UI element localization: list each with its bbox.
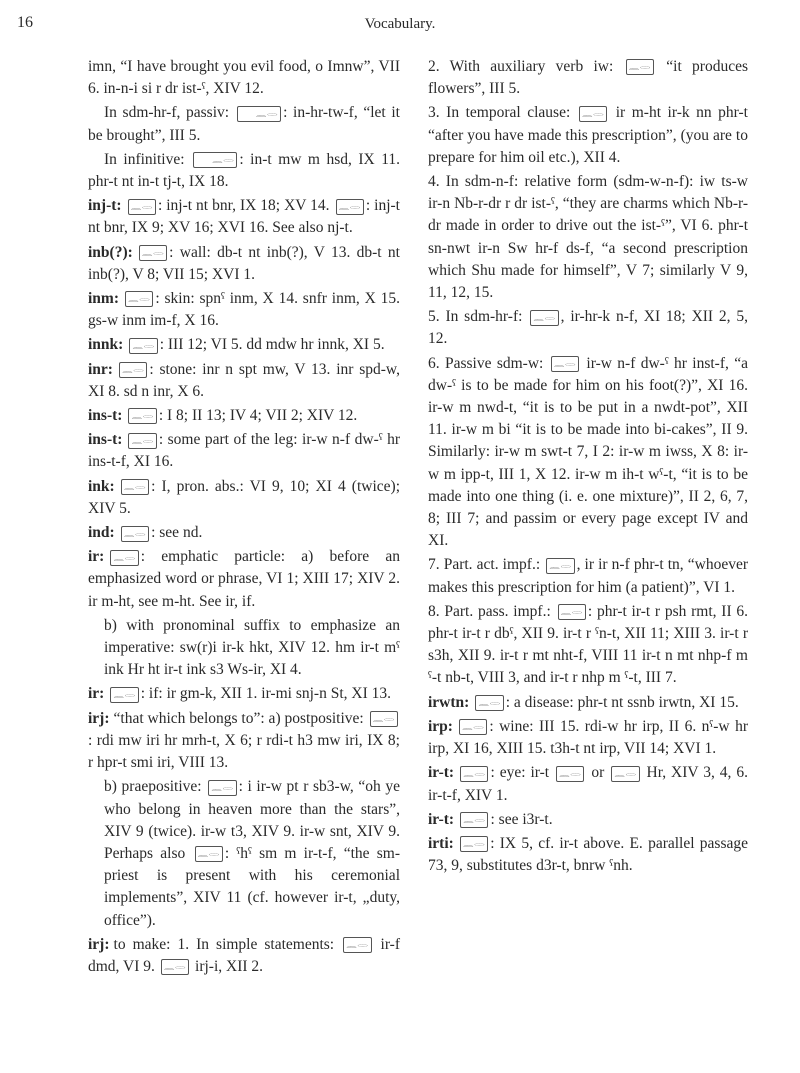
entry-headword: inm: — [88, 290, 119, 308]
entry-text: 8. Part. pass. impf.: — [428, 602, 556, 620]
entry-text: , ir-hr-k n-f, XI 18; XII 2, 5, 12. — [428, 308, 748, 348]
entry-text: : in-t mw m hsd, IX 11. phr-t nt in-t tj-t, IX 18. — [88, 150, 400, 191]
entry-text: : I, pron. abs.: VI 9, 10; XI 4 (twice); XIV 5. — [88, 477, 400, 517]
hieroglyph-group-icon: 𓈖𓂋 — [558, 604, 586, 620]
dictionary-entry — [428, 692, 748, 714]
entry-text: 7. Part. act. impf.: — [428, 556, 545, 574]
dictionary-entry — [88, 149, 400, 193]
hieroglyph-group-icon: 𓈖𓂋 — [579, 106, 607, 122]
hieroglyph-group-icon: 𓈖𓂋 — [370, 711, 398, 727]
hieroglyph-group-icon: 𓈖𓂋 — [128, 408, 156, 424]
dictionary-entry — [428, 762, 748, 806]
entry-headword: ir: — [88, 548, 105, 566]
hieroglyph-group-icon: 𓈖𓂋 — [475, 695, 503, 711]
hieroglyph-group-icon: 𓈖𓂋 — [125, 291, 153, 307]
dictionary-entry — [88, 615, 400, 682]
entry-text: imn, “I have brought you evil food, o Imnw”, VII 6. in-n-i si r dr ist-ˁ, XIV 12. — [88, 58, 400, 98]
hieroglyph-group-icon: 𓈖𓂋 — [128, 199, 156, 215]
hieroglyph-group-icon: 𓈖𓂋 — [551, 356, 579, 372]
hieroglyph-group-icon: 𓈖𓂋 — [460, 836, 488, 852]
left-column — [88, 56, 400, 980]
entry-text: In sdm-hr-f, passiv: — [104, 104, 235, 122]
hieroglyph-group-icon: 𓈖𓂋 — [121, 479, 149, 495]
dictionary-entry — [88, 476, 400, 520]
hieroglyph-group-icon: 𓈖𓂋 — [128, 433, 156, 449]
dictionary-entry — [88, 776, 400, 931]
entry-text: b) with pronominal suffix to emphasize an imperative: sw(r)i ir-k hkt, XIV 12. hm ir-t mˁ ink Hr ht ir-t ink s3 Ws-ir, XI 4. — [104, 616, 400, 679]
dictionary-entry — [428, 716, 748, 760]
entry-text: : a disease: phr-t nt ssnb irwtn, XI 15. — [505, 693, 739, 711]
entry-headword: irwtn: — [428, 693, 470, 711]
entry-headword: ins-t: — [88, 431, 123, 449]
entry-text: , ir ir n-f phr-t tn, “whoever makes this prescription for him (a patient)”, VI 1. — [428, 556, 748, 596]
entry-text: : some part of the leg: ir-w n-f dw-ˁ hr ins-t-f, XI 16. — [88, 431, 400, 471]
entry-text: : inj-t nt bnr, IX 18; XV 14. — [157, 197, 334, 215]
entry-headword: inr: — [88, 360, 113, 378]
dictionary-entry — [88, 56, 400, 100]
entry-text: 6. Passive sdm-w: — [428, 354, 549, 372]
dictionary-entry — [428, 306, 748, 350]
hieroglyph-group-icon: 𓈖𓂋 — [460, 812, 488, 828]
entry-text: : phr-t ir-t r psh rmt, II 6. phr-t ir-t r dbˁ, XII 9. ir-t r ˁn-t, XII 11; XIII 3. ir-t r s3h, XII 9. ir-t r mt nht-f, VIII 11 ir-t n mt nhp-f m ˁ-t nb-t, VIII 3, and ir-t r nhp m ˁ-t, III 7. — [428, 602, 748, 687]
entry-text: : see nd. — [151, 524, 203, 542]
hieroglyph-group-icon: 𓈖𓂋 — [193, 152, 237, 168]
entry-text: : if: ir gm-k, XII 1. ir-mi snj-n St, XI 13. — [140, 685, 391, 703]
dictionary-entry — [428, 554, 748, 598]
entry-text: In infinitive: — [104, 150, 192, 168]
entry-text: : see i3r-t. — [490, 810, 553, 828]
entry-headword: irj: — [88, 709, 110, 727]
entry-headword: ir-t: — [428, 810, 455, 828]
dictionary-entry — [428, 102, 748, 169]
entry-headword: ind: — [88, 524, 115, 542]
entry-text: ir-f dmd, VI 9. — [88, 935, 401, 975]
dictionary-entry — [428, 601, 748, 690]
hieroglyph-group-icon: 𓈖𓂋 — [611, 766, 639, 782]
entry-headword: ir: — [88, 685, 105, 703]
dictionary-entry — [88, 242, 400, 286]
hieroglyph-group-icon: 𓈖𓂋 — [119, 362, 147, 378]
hieroglyph-group-icon: 𓈖𓂋 — [208, 780, 236, 796]
entry-text: Hr, XIV 3, 4, 6. ir-t-f, XIV 1. — [428, 764, 748, 804]
entry-text: “it produces flowers”, III 5. — [428, 58, 749, 98]
entry-text: : ˁhˁ sm m ir-t-f, “the sm-priest is present with his ceremonial implements”, XIV 11 (cf. however ir-t, „duty, office”). — [104, 844, 401, 929]
hieroglyph-group-icon: 𓈖𓂋 — [139, 245, 167, 261]
entry-headword: ink: — [88, 477, 115, 495]
hieroglyph-group-icon: 𓈖𓂋 — [237, 106, 281, 122]
hieroglyph-group-icon: 𓈖𓂋 — [129, 338, 157, 354]
hieroglyph-group-icon: 𓈖𓂋 — [530, 310, 558, 326]
entry-text: : wine: III 15. rdi-w hr irp, II 6. nˁ-w hr irp, XI 16, XIII 15. t3h-t nt irp, VII 14; XVI 1. — [428, 717, 748, 758]
entry-text: 5. In sdm-hr-f: — [428, 308, 529, 326]
entry-headword: irti: — [428, 834, 454, 852]
dictionary-entry — [88, 195, 400, 239]
hieroglyph-group-icon: 𓈖𓂋 — [110, 687, 138, 703]
hieroglyph-group-icon: 𓈖𓂋 — [626, 59, 654, 75]
entry-text: 4. In sdm-n-f: relative form (sdm-w-n-f): iw ts-w ir-n Nb-r-dr r dr ist-ˁ, “they are charms which Nb-r-dr made in order to drive out the ist-ˁ”, VI 6. phr-t sn-nwt ir-n Sw hr-f ds-f, “a second prescription which Shu made for himself”, V 7; similarly V 9, 11, 12, 15. — [428, 173, 748, 302]
entry-text: 3. In temporal clause: — [428, 104, 577, 122]
dictionary-entry — [88, 429, 400, 473]
dictionary-entry — [88, 934, 400, 978]
entry-text: “that which belongs to”: a) postpositive: — [113, 709, 368, 727]
hieroglyph-group-icon: 𓈖𓂋 — [121, 526, 149, 542]
entry-text: : eye: ir-t — [490, 764, 555, 782]
entry-text: : inj-t nt bnr, IX 9; XV 16; XVI 16. See also nj-t. — [88, 197, 400, 237]
entry-text: : IX 5, cf. ir-t above. E. parallel passage 73, 9, substitutes d3r-t, bnrw ˁnh. — [428, 834, 748, 875]
hieroglyph-group-icon: 𓈖𓂋 — [161, 959, 189, 975]
entry-text: : emphatic particle: a) before an emphasized word or phrase, VI 1; XIII 17; XIV 2. ir m-ht, see m-ht. See ir, if. — [88, 548, 400, 610]
entry-text: : i ir-w pt r sb3-w, “oh ye who belong in heaven more than the stars”, XIV 9 (twice). ir-w t3, XIV 9. ir-w snt, XIV 9. Perhaps also — [104, 778, 400, 862]
dictionary-entry — [428, 171, 748, 304]
right-column — [428, 56, 748, 879]
entry-text: : in-hr-tw-f, “let it be brought”, III 5. — [88, 104, 400, 144]
entry-text: : skin: spnˁ inm, X 14. snfr inm, X 15. gs-w inm im-f, X 16. — [88, 290, 400, 330]
entry-text: ir m-ht ir-k nn phr-t “after you have made this prescription”, (you are to prepare for him oil etc.), XII 4. — [428, 104, 748, 166]
entry-text: ir-w n-f dw-ˁ hr inst-f, “a dw-ˁ is to be made for him on his foot(?)”, XI 16. ir-w m nwd-t, “it is to be put in a nwdt-pot”, XII 11. ir-w m bi “it is to be made into bi-cakes”, II 9. Similarly: ir-w m swt-t 7, I 2: ir-w m iwss, X 8: ir-w m ipp-t, III 1, X 12. ir-w m ih-t wˁ-t, “it is to be made into one thing (i. e. one mixture)”, II 2, 6, 7, 8; III 7; and passim or every page except IV and XI. — [428, 354, 748, 550]
dictionary-entry — [88, 288, 400, 332]
dictionary-entry — [88, 405, 400, 427]
entry-headword: inb(?): — [88, 243, 133, 261]
page-number: 16 — [17, 14, 33, 31]
dictionary-entry — [428, 56, 748, 100]
entry-text: : III 12; VI 5. dd mdw hr innk, XI 5. — [159, 336, 385, 354]
entry-headword: inj-t: — [88, 197, 122, 215]
entry-text: 2. With auxiliary verb iw: — [428, 58, 624, 75]
dictionary-entry — [88, 522, 400, 544]
dictionary-entry — [88, 546, 400, 613]
entry-headword: ins-t: — [88, 407, 123, 425]
entry-text: b) praepositive: — [104, 778, 207, 796]
entry-text: : I 8; II 13; IV 4; VII 2; XIV 12. — [158, 407, 358, 425]
dictionary-entry — [88, 683, 400, 705]
dictionary-entry — [428, 833, 748, 877]
hieroglyph-group-icon: 𓈖𓂋 — [195, 846, 223, 862]
dictionary-entry — [428, 353, 748, 553]
entry-text: : stone: inr n spt mw, V 13. inr spd-w, XI 8. sd n inr, X 6. — [88, 360, 400, 400]
hieroglyph-group-icon: 𓈖𓂋 — [459, 719, 487, 735]
entry-headword: irj: — [88, 935, 110, 953]
hieroglyph-group-icon: 𓈖𓂋 — [110, 550, 138, 566]
hieroglyph-group-icon: 𓈖𓂋 — [343, 937, 371, 953]
hieroglyph-group-icon: 𓈖𓂋 — [556, 766, 584, 782]
dictionary-entry — [428, 809, 748, 831]
entry-text: to make: 1. In simple statements: — [113, 935, 342, 953]
entry-text: : wall: db-t nt inb(?), V 13. db-t nt inb(?), V 8; VII 15; XVI 1. — [88, 243, 400, 283]
dictionary-entry — [88, 102, 400, 146]
hieroglyph-group-icon: 𓈖𓂋 — [336, 199, 364, 215]
page-header — [0, 14, 800, 36]
dictionary-entry — [88, 708, 400, 775]
entry-headword: innk: — [88, 336, 124, 354]
entry-text: or — [586, 764, 610, 782]
entry-text: irj-i, XII 2. — [191, 957, 264, 975]
dictionary-entry — [88, 334, 400, 356]
entry-text: : rdi mw iri hr mrh-t, X 6; r rdi-t h3 mw iri, IX 8; r hpr-t smi iri, VIII 13. — [88, 731, 400, 772]
entry-headword: irp: — [428, 717, 453, 735]
hieroglyph-group-icon: 𓈖𓂋 — [546, 558, 574, 574]
entry-headword: ir-t: — [428, 764, 455, 782]
hieroglyph-group-icon: 𓈖𓂋 — [460, 766, 488, 782]
dictionary-entry — [88, 359, 400, 403]
running-head: Vocabulary. — [364, 16, 436, 32]
